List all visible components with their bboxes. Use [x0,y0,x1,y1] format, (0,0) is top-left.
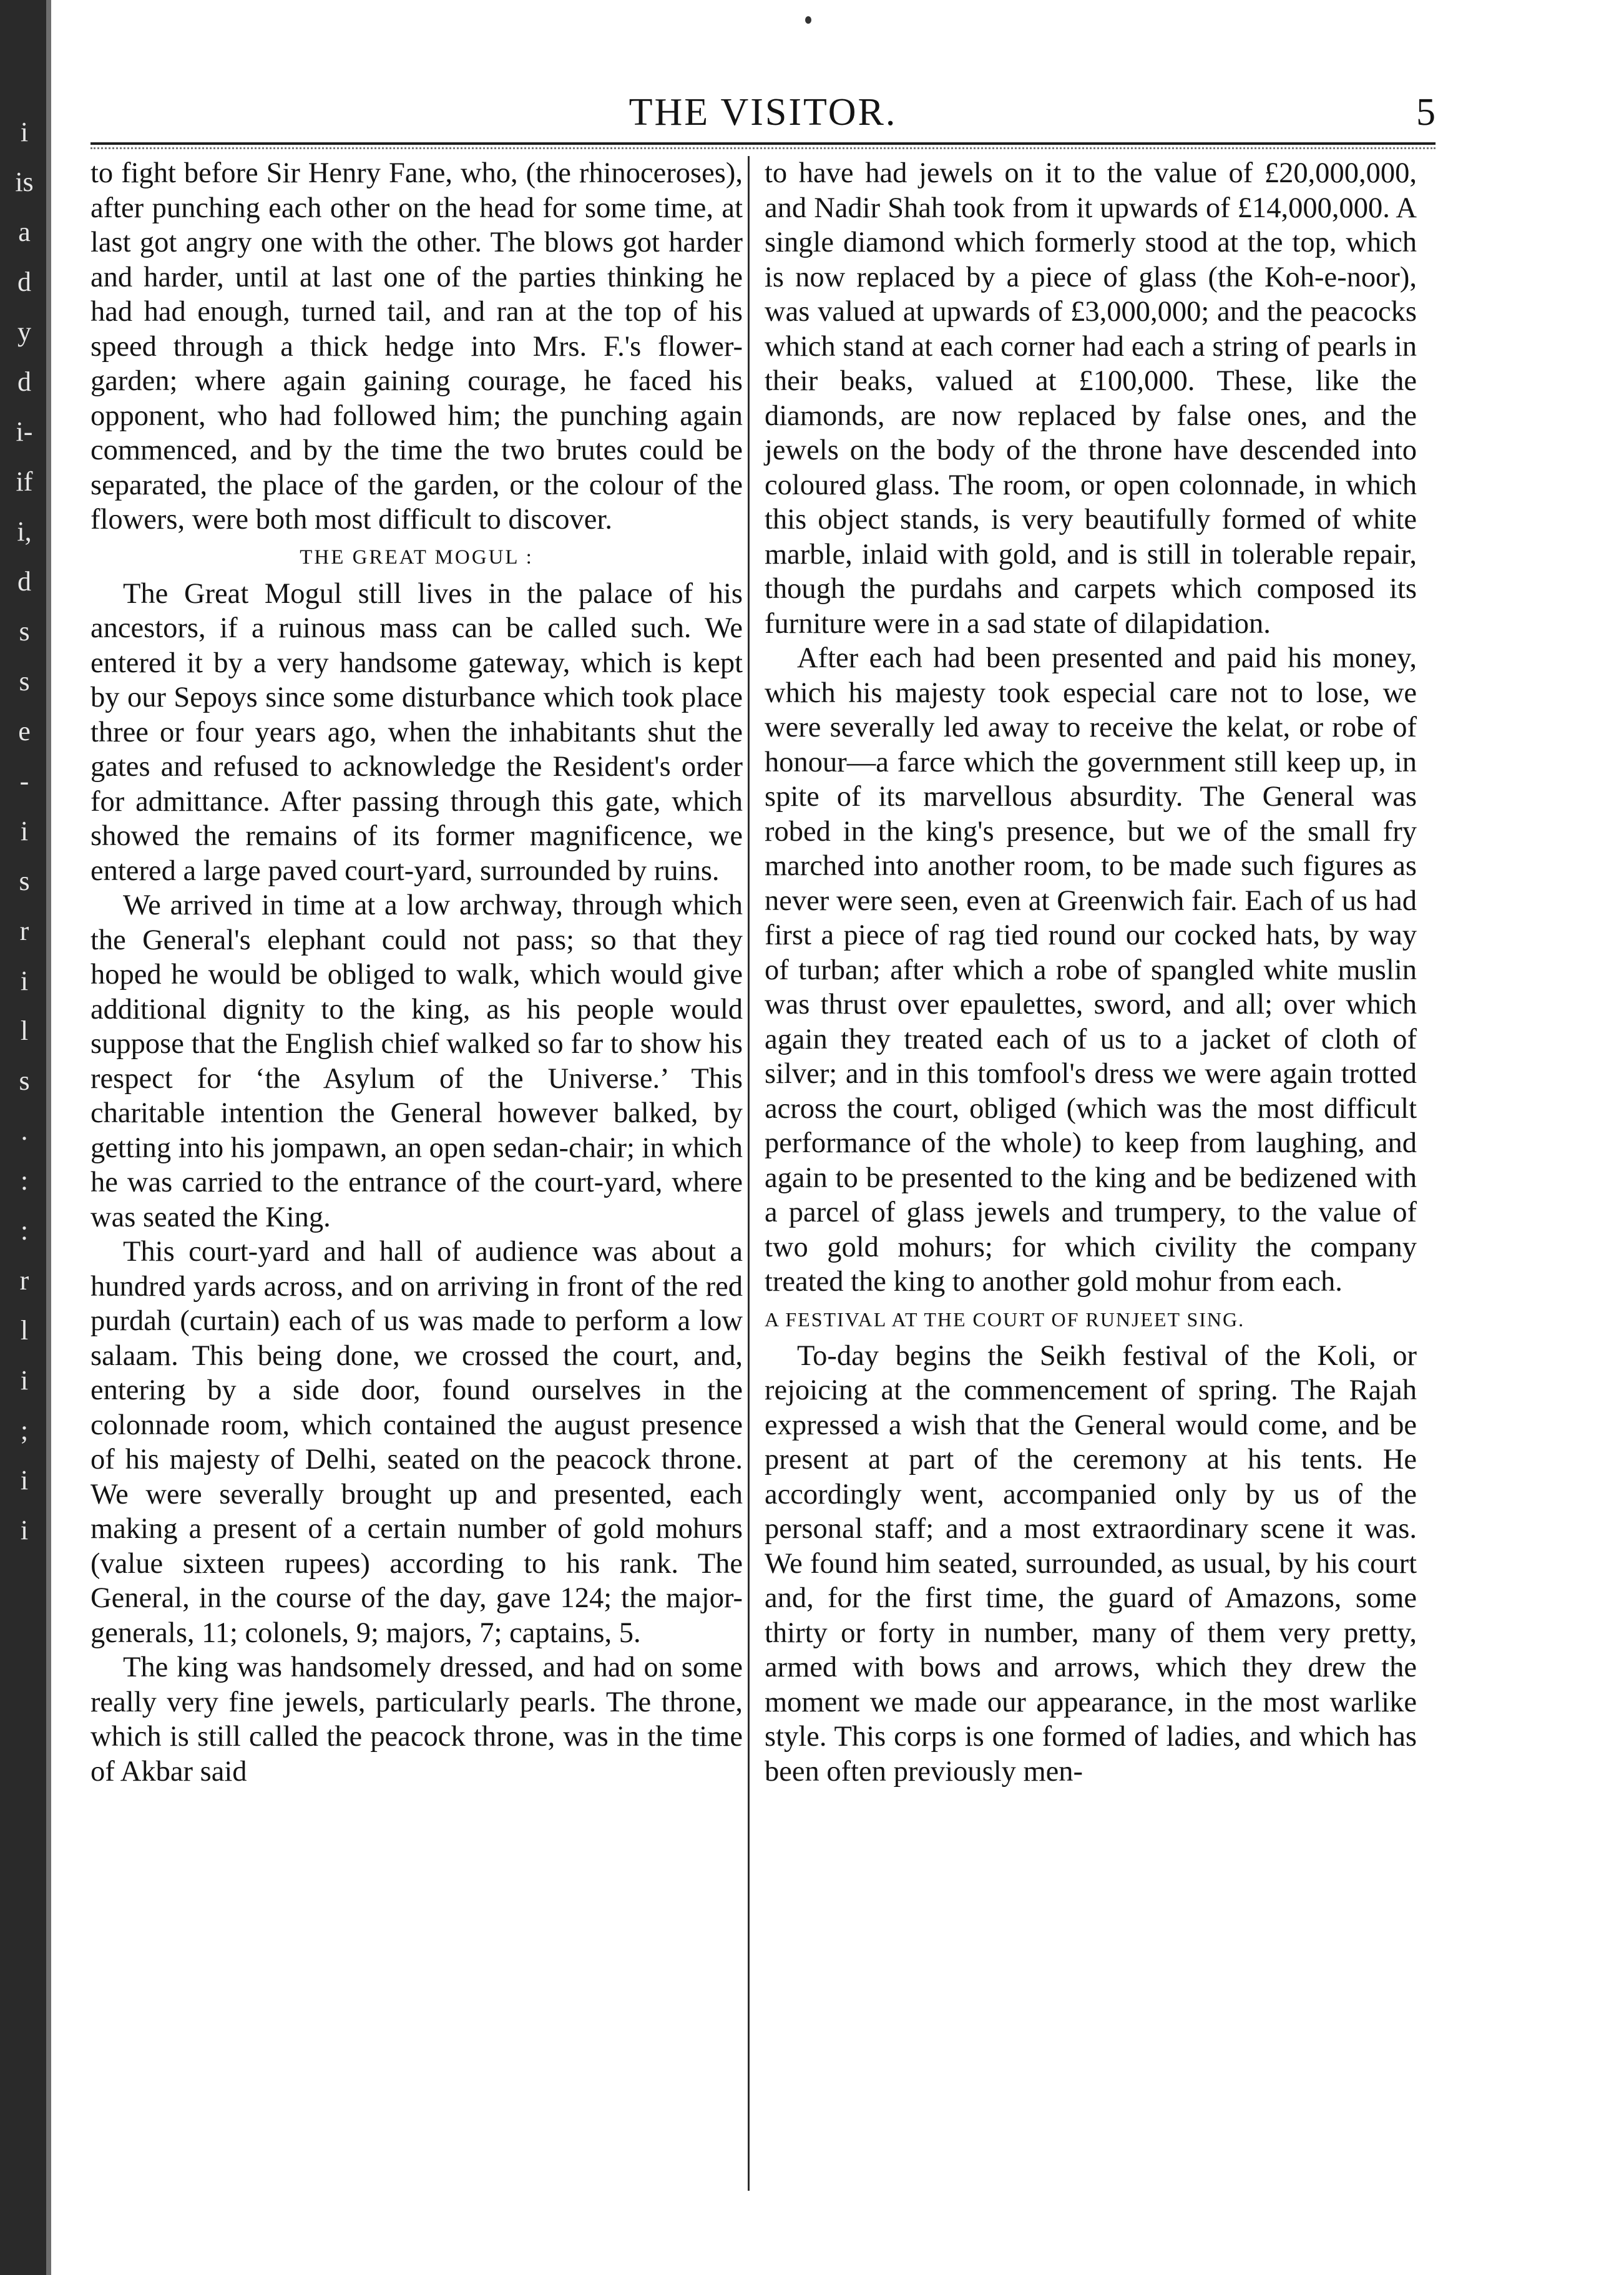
margin-fragment-char: y [17,316,31,347]
margin-fragment-char: d [17,267,31,297]
margin-fragment-char: r [19,916,29,946]
paragraph-palace-entry: The Great Mogul still lives in the palace of his ancestors, if a ruinous mass can be called such. We entered it by a very handsome gateway, which is kept by our Sepoys since some disturbance which took place three or four years ago, when the inhabitants shut the gates and refused to acknowledge the Resident's order for admittance. After passing through this gate, which showed the remains of its former magnificence, we entered a large paved court-yard, surrounded by ruins. [90,577,743,887]
margin-fragment-char: l [20,1015,29,1046]
margin-fragment-char: d [17,366,31,397]
margin-fragment-char: s [19,616,30,647]
column-divider [748,156,750,2191]
paragraph-robe-of-honour: After each had been presented and paid his money, which his majesty took especial care not to lose, we were severally led away to receive the kelat, or robe of honour—a farce which the government still keep up, in spite of its marvellous absurdity. The General was robed in the king's presence, but we of the small fry marched into another room, to be made such figures as never were seen, even at Greenwich fair. Each of us had first a piece of rag tied round our cocked hats, by way of turban; after which a robe of spangled white muslin was thrust over epaulettes, sword, and all; over which again they treated each of us to a jacket of cloth of silver; and in this tomfool's dress we were again trotted across the court, obliged (which was the most difficult performance of the whole) to keep from laughing, and again to be presented to the king and be bedizened with a parcel of glass jewels and trumpery, to the value of two gold mohurs; for which civility the company treated the king to another gold mohur from each. [765,642,1417,1298]
facing-page-margin-fragment [5,119,44,1617]
margin-fragment-char: i, [17,516,32,547]
paragraph-audience-hall: This court-yard and hall of audience was about a hundred yards across, and on arriving in front of the red purdah (curtain) each of us was made to perform a low salaam. This being done, we crossed the court, and, entering by a side door, found ourselves in the colonnade room, which contained the august presence of his majesty of Delhi, seated on the peacock throne. We were severally brought up and presented, each making a present of a certain number of gold mohurs (value sixteen rupees) according to his rank. The General, in the course of the day, gave 124; the major-generals, 11; colonels, 9; majors, 7; captains, 5. [90,1236,743,1649]
margin-fragment-char: e [18,716,31,746]
margin-fragment-char: i [20,966,29,996]
header-rule [90,142,1436,145]
margin-fragment-char: : [20,1165,29,1196]
left-column [90,156,743,1789]
margin-fragment-char: s [19,866,30,896]
margin-fragment-char: is [15,167,34,197]
margin-fragment-char: - [19,766,29,796]
margin-fragment-char: i [20,1365,29,1396]
binding-edge [46,0,51,2275]
margin-fragment-char: s [19,666,30,697]
margin-fragment-char: i [20,1515,29,1545]
right-column [765,156,1417,1789]
ink-speck [805,16,811,24]
margin-fragment-char: ; [20,1415,29,1446]
margin-fragment-char: a [18,217,31,247]
margin-fragment-char: l [20,1315,29,1346]
section-heading-runjeet-sing: A FESTIVAL AT THE COURT OF RUNJEET SING. [765,1308,1245,1331]
paragraph-peacock-throne: to have had jewels on it to the value of £20,000,000, and Nadir Shah took from it upwards of £14,000,000. A single diamond which formerly stood at the top, which is now replaced by a piece of glass (the Koh-e-noor), was valued at upwards of £3,000,000; and the peacocks which stand at each corner had each a string of pearls in their beaks, valued at £100,000. These, like the diamonds, are now replaced by false ones, and the jewels on the body of the throne have descended into coloured glass. The room, or open colonnade, in which this object stands, is very beautifully formed of white marble, inlaid with gold, and is still in tolerable repair, though the purdahs and carpets which composed its furniture were in a sad state of dilapidation. [765,157,1417,640]
page-number: 5 [1416,91,1436,134]
page-header [90,87,1436,137]
margin-fragment-char: d [17,566,31,597]
header-dotted-rule [90,147,1436,149]
running-title: THE VISITOR. [629,91,898,134]
paragraph-rhinoceros-fight: to fight before Sir Henry Fane, who, (the rhinoceroses), after punching each other on the head for some time, at last got angry one with the other. The blows got harder and harder, until at last one of the parties thinking he had had enough, turned tail, and ran at the top of his speed through a thick hedge into Mrs. F.'s flower-garden; where again gaining courage, he faced his opponent, who had followed him; the punching again commenced, and by the time the two brutes could be separated, the place of the garden, or the colour of the flowers, were both most difficult to discover. [90,157,743,536]
paragraph-koli-festival: To-day begins the Seikh festival of the Koli, or rejoicing at the commencement of spring. The Rajah expressed a wish that the General would come, and be present at part of the ceremony at his tents. He accordingly went, accompanied only by us of the personal staff; and a most extraordinary scene it was. We found him seated, surrounded, as usual, by his court and, for the first time, the guard of Amazons, some thirty or forty in number, many of them very pretty, armed with bows and arrows, which they drew the moment we made our appearance, in the most warlike style. This corps is one formed of ladies, and which has been often previously men- [765,1339,1417,1788]
margin-fragment-char: i [20,117,29,147]
margin-fragment-char: s [19,1065,30,1096]
margin-fragment-char: : [20,1215,29,1246]
margin-fragment-char: i [20,1465,29,1495]
margin-fragment-char: i [20,816,29,846]
margin-fragment-char: if [16,466,33,497]
paragraph-archway: We arrived in time at a low archway, through which the General's elephant could not pass; so that they hoped he would be obliged to walk, which would give additional dignity to the king, as his people would suppose that the English chief walked so far to show his respect for ‘the Asylum of the Universe.’ This charitable intention the General however balked, by getting into his jompawn, an open sedan-chair; in which he was carried to the entrance of the court-yard, where was seated the King. [90,889,743,1233]
margin-fragment-char: r [19,1265,29,1296]
section-heading-great-mogul: THE GREAT MOGUL : [300,546,534,569]
margin-fragment-char: . [21,1115,28,1146]
paragraph-king-dress: The king was handsomely dressed, and had on some really very fine jewels, particularly pearls. The throne, which is still called the peacock throne, was in the time of Akbar said [90,1651,743,1788]
margin-fragment-char: i- [16,416,33,447]
